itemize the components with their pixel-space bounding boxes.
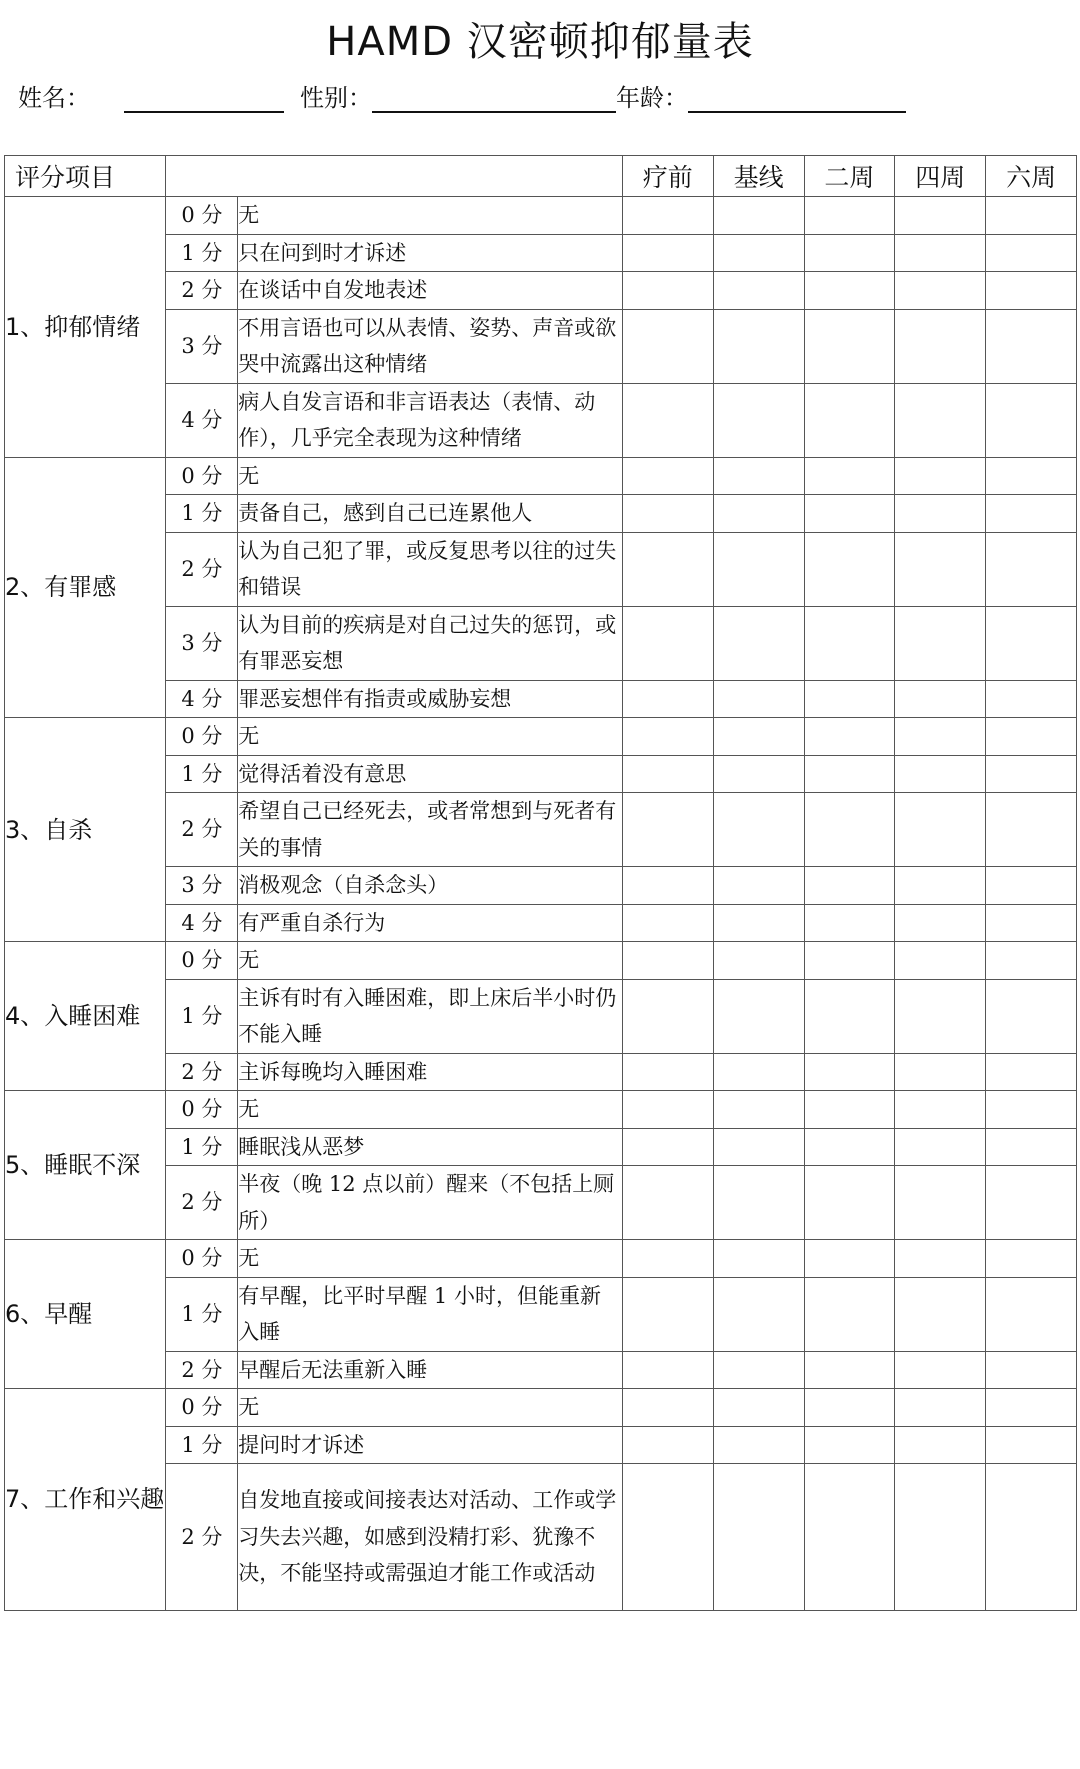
score-cell-week-4[interactable] <box>895 383 986 457</box>
table-row <box>5 383 1077 457</box>
age-field[interactable] <box>688 85 906 113</box>
score-label: 0 分 <box>166 1389 238 1427</box>
score-cell-baseline[interactable] <box>713 1389 804 1427</box>
score-label: 3 分 <box>166 867 238 905</box>
score-cell-week-2[interactable] <box>804 1426 895 1464</box>
table-row <box>5 457 1077 495</box>
score-cell-week-6[interactable] <box>986 979 1077 1053</box>
score-label: 1 分 <box>166 979 238 1053</box>
score-cell-week-4[interactable] <box>895 272 986 310</box>
score-cell-week-2[interactable] <box>804 1091 895 1129</box>
rating-table <box>4 155 1077 1611</box>
score-description: 消极观念（自杀念头） <box>238 867 623 905</box>
score-description: 主诉有时有入睡困难，即上床后半小时仍不能入睡 <box>238 979 623 1053</box>
score-label: 1 分 <box>166 234 238 272</box>
name-field[interactable] <box>124 85 284 113</box>
score-cell-week-6[interactable] <box>986 234 1077 272</box>
score-description: 主诉每晚均入睡困难 <box>238 1053 623 1091</box>
score-cell-week-4[interactable] <box>895 1166 986 1240</box>
score-cell-week-6[interactable] <box>986 309 1077 383</box>
item-name: 7、工作和兴趣 <box>5 1389 166 1611</box>
score-label: 0 分 <box>166 1240 238 1278</box>
table-row <box>5 234 1077 272</box>
score-cell-week-6[interactable] <box>986 1389 1077 1427</box>
score-cell-week-2[interactable] <box>804 680 895 718</box>
table-row <box>5 309 1077 383</box>
score-cell-baseline[interactable] <box>713 1166 804 1240</box>
score-cell-week-2[interactable] <box>804 383 895 457</box>
score-cell-pretreatment[interactable] <box>622 755 713 793</box>
score-description: 希望自己已经死去，或者常想到与死者有关的事情 <box>238 793 623 867</box>
score-label: 2 分 <box>166 1166 238 1240</box>
score-description: 有早醒，比平时早醒 1 小时，但能重新入睡 <box>238 1277 623 1351</box>
score-cell-baseline[interactable] <box>713 383 804 457</box>
score-cell-baseline[interactable] <box>713 680 804 718</box>
score-cell-week-2[interactable] <box>804 1128 895 1166</box>
item-name: 3、自杀 <box>5 718 166 942</box>
score-cell-week-6[interactable] <box>986 904 1077 942</box>
score-cell-week-4[interactable] <box>895 234 986 272</box>
sex-label: 性别： <box>300 84 372 112</box>
score-cell-baseline[interactable] <box>713 1464 804 1611</box>
score-cell-week-6[interactable] <box>986 718 1077 756</box>
score-cell-pretreatment[interactable] <box>622 1240 713 1278</box>
score-label: 2 分 <box>166 793 238 867</box>
score-cell-week-6[interactable] <box>986 197 1077 235</box>
score-cell-baseline[interactable] <box>713 309 804 383</box>
score-cell-pretreatment[interactable] <box>622 979 713 1053</box>
table-row <box>5 606 1077 680</box>
score-label: 2 分 <box>166 1053 238 1091</box>
score-cell-baseline[interactable] <box>713 197 804 235</box>
header-week-4: 四周 <box>895 156 986 197</box>
score-cell-week-4[interactable] <box>895 457 986 495</box>
table-row <box>5 495 1077 533</box>
score-label: 1 分 <box>166 1128 238 1166</box>
score-cell-baseline[interactable] <box>713 606 804 680</box>
score-cell-week-4[interactable] <box>895 1053 986 1091</box>
score-cell-pretreatment[interactable] <box>622 1277 713 1351</box>
score-cell-pretreatment[interactable] <box>622 942 713 980</box>
table-row <box>5 1389 1077 1427</box>
score-cell-pretreatment[interactable] <box>622 197 713 235</box>
score-cell-week-4[interactable] <box>895 793 986 867</box>
score-description: 无 <box>238 1240 623 1278</box>
score-description: 觉得活着没有意思 <box>238 755 623 793</box>
score-cell-week-4[interactable] <box>895 309 986 383</box>
table-row <box>5 1128 1077 1166</box>
score-cell-week-6[interactable] <box>986 457 1077 495</box>
score-description: 认为目前的疾病是对自己过失的惩罚，或有罪恶妄想 <box>238 606 623 680</box>
table-row <box>5 867 1077 905</box>
name-label: 姓名： <box>18 84 90 112</box>
score-label: 2 分 <box>166 1464 238 1611</box>
score-cell-baseline[interactable] <box>713 1128 804 1166</box>
score-cell-week-4[interactable] <box>895 1128 986 1166</box>
score-cell-baseline[interactable] <box>713 1277 804 1351</box>
score-cell-week-4[interactable] <box>895 1277 986 1351</box>
score-cell-week-6[interactable] <box>986 532 1077 606</box>
header-description <box>166 156 622 197</box>
score-cell-week-4[interactable] <box>895 718 986 756</box>
score-cell-baseline[interactable] <box>713 979 804 1053</box>
score-cell-week-4[interactable] <box>895 1091 986 1129</box>
score-cell-week-2[interactable] <box>804 1277 895 1351</box>
score-label: 0 分 <box>166 457 238 495</box>
score-cell-week-6[interactable] <box>986 680 1077 718</box>
score-cell-week-4[interactable] <box>895 942 986 980</box>
table-row <box>5 1166 1077 1240</box>
form-title: HAMD 汉密顿抑郁量表 <box>326 19 754 65</box>
table-row <box>5 1091 1077 1129</box>
score-cell-week-2[interactable] <box>804 234 895 272</box>
score-cell-week-4[interactable] <box>895 979 986 1053</box>
score-cell-week-2[interactable] <box>804 1464 895 1611</box>
score-cell-baseline[interactable] <box>713 532 804 606</box>
score-cell-baseline[interactable] <box>713 1426 804 1464</box>
score-cell-week-2[interactable] <box>804 495 895 533</box>
score-description: 只在问到时才诉述 <box>238 234 623 272</box>
score-cell-week-6[interactable] <box>986 793 1077 867</box>
score-description: 不用言语也可以从表情、姿势、声音或欲哭中流露出这种情绪 <box>238 309 623 383</box>
score-cell-week-2[interactable] <box>804 457 895 495</box>
score-cell-pretreatment[interactable] <box>622 680 713 718</box>
table-row <box>5 904 1077 942</box>
table-row <box>5 793 1077 867</box>
score-label: 0 分 <box>166 718 238 756</box>
score-label: 1 分 <box>166 495 238 533</box>
score-cell-baseline[interactable] <box>713 942 804 980</box>
score-description: 无 <box>238 1091 623 1129</box>
score-cell-week-6[interactable] <box>986 495 1077 533</box>
score-cell-week-4[interactable] <box>895 867 986 905</box>
score-description: 半夜（晚 12 点以前）醒来（不包括上厕所） <box>238 1166 623 1240</box>
table-row <box>5 197 1077 235</box>
table-row <box>5 755 1077 793</box>
score-cell-pretreatment[interactable] <box>622 309 713 383</box>
score-cell-week-6[interactable] <box>986 383 1077 457</box>
score-cell-week-2[interactable] <box>804 867 895 905</box>
score-label: 0 分 <box>166 197 238 235</box>
score-cell-week-6[interactable] <box>986 606 1077 680</box>
score-cell-pretreatment[interactable] <box>622 272 713 310</box>
score-cell-week-6[interactable] <box>986 867 1077 905</box>
header-item: 评分项目 <box>5 156 166 197</box>
score-description: 无 <box>238 1389 623 1427</box>
score-cell-baseline[interactable] <box>713 1351 804 1389</box>
score-cell-baseline[interactable] <box>713 904 804 942</box>
score-label: 1 分 <box>166 755 238 793</box>
score-cell-week-4[interactable] <box>895 1351 986 1389</box>
score-cell-week-2[interactable] <box>804 1053 895 1091</box>
score-cell-pretreatment[interactable] <box>622 1464 713 1611</box>
table-row <box>5 680 1077 718</box>
score-cell-pretreatment[interactable] <box>622 234 713 272</box>
header-pretreatment: 疗前 <box>622 156 713 197</box>
score-label: 0 分 <box>166 1091 238 1129</box>
score-label: 4 分 <box>166 680 238 718</box>
score-cell-pretreatment[interactable] <box>622 532 713 606</box>
score-cell-baseline[interactable] <box>713 272 804 310</box>
score-cell-baseline[interactable] <box>713 234 804 272</box>
score-cell-baseline[interactable] <box>713 867 804 905</box>
sex-field[interactable] <box>372 85 616 113</box>
score-cell-pretreatment[interactable] <box>622 1053 713 1091</box>
score-description: 责备自己，感到自己已连累他人 <box>238 495 623 533</box>
score-cell-week-2[interactable] <box>804 979 895 1053</box>
table-row <box>5 718 1077 756</box>
age-label: 年龄： <box>616 84 688 112</box>
score-description: 病人自发言语和非言语表达（表情、动作），几乎完全表现为这种情绪 <box>238 383 623 457</box>
score-cell-baseline[interactable] <box>713 495 804 533</box>
score-cell-week-4[interactable] <box>895 606 986 680</box>
score-cell-week-4[interactable] <box>895 532 986 606</box>
score-description: 提问时才诉述 <box>238 1426 623 1464</box>
score-label: 4 分 <box>166 383 238 457</box>
score-cell-week-2[interactable] <box>804 272 895 310</box>
score-description: 罪恶妄想伴有指责或威胁妄想 <box>238 680 623 718</box>
score-cell-week-2[interactable] <box>804 1166 895 1240</box>
item-name: 1、抑郁情绪 <box>5 197 166 458</box>
score-label: 1 分 <box>166 1277 238 1351</box>
score-cell-pretreatment[interactable] <box>622 457 713 495</box>
score-cell-week-6[interactable] <box>986 1240 1077 1278</box>
score-cell-week-6[interactable] <box>986 1166 1077 1240</box>
score-cell-baseline[interactable] <box>713 1091 804 1129</box>
score-cell-baseline[interactable] <box>713 1240 804 1278</box>
table-row <box>5 272 1077 310</box>
table-row <box>5 532 1077 606</box>
score-cell-pretreatment[interactable] <box>622 1091 713 1129</box>
table-row <box>5 1464 1077 1611</box>
score-cell-pretreatment[interactable] <box>622 1166 713 1240</box>
score-cell-week-4[interactable] <box>895 680 986 718</box>
header-week-2: 二周 <box>804 156 895 197</box>
score-cell-week-4[interactable] <box>895 904 986 942</box>
score-cell-week-2[interactable] <box>804 755 895 793</box>
table-row <box>5 979 1077 1053</box>
score-cell-baseline[interactable] <box>713 457 804 495</box>
score-description: 无 <box>238 457 623 495</box>
score-cell-week-6[interactable] <box>986 1464 1077 1611</box>
header-week-6: 六周 <box>986 156 1077 197</box>
score-description: 认为自己犯了罪，或反复思考以往的过失和错误 <box>238 532 623 606</box>
score-cell-pretreatment[interactable] <box>622 867 713 905</box>
score-cell-week-4[interactable] <box>895 755 986 793</box>
score-cell-baseline[interactable] <box>713 718 804 756</box>
score-description: 睡眠浅从恶梦 <box>238 1128 623 1166</box>
table-row <box>5 942 1077 980</box>
score-cell-week-2[interactable] <box>804 606 895 680</box>
score-cell-week-6[interactable] <box>986 272 1077 310</box>
score-label: 3 分 <box>166 606 238 680</box>
score-description: 自发地直接或间接表达对活动、工作或学习失去兴趣，如感到没精打彩、犹豫不决，不能坚持或需强迫才能工作或活动 <box>238 1464 623 1611</box>
score-label: 3 分 <box>166 309 238 383</box>
score-cell-week-2[interactable] <box>804 942 895 980</box>
score-cell-week-6[interactable] <box>986 1426 1077 1464</box>
score-cell-baseline[interactable] <box>713 755 804 793</box>
score-cell-week-4[interactable] <box>895 1240 986 1278</box>
score-label: 4 分 <box>166 904 238 942</box>
score-description: 无 <box>238 197 623 235</box>
score-cell-baseline[interactable] <box>713 1053 804 1091</box>
score-cell-week-6[interactable] <box>986 1351 1077 1389</box>
score-cell-week-6[interactable] <box>986 1128 1077 1166</box>
score-cell-week-6[interactable] <box>986 1091 1077 1129</box>
score-label: 0 分 <box>166 942 238 980</box>
table-row <box>5 1240 1077 1278</box>
score-cell-week-4[interactable] <box>895 1426 986 1464</box>
item-name: 6、早醒 <box>5 1240 166 1389</box>
score-cell-pretreatment[interactable] <box>622 606 713 680</box>
score-label: 1 分 <box>166 1426 238 1464</box>
item-name: 4、入睡困难 <box>5 942 166 1091</box>
score-cell-pretreatment[interactable] <box>622 1351 713 1389</box>
score-cell-pretreatment[interactable] <box>622 904 713 942</box>
score-cell-week-6[interactable] <box>986 755 1077 793</box>
score-cell-week-2[interactable] <box>804 793 895 867</box>
item-name: 2、有罪感 <box>5 457 166 718</box>
score-description: 有严重自杀行为 <box>238 904 623 942</box>
score-cell-week-6[interactable] <box>986 942 1077 980</box>
score-cell-week-2[interactable] <box>804 718 895 756</box>
score-cell-week-2[interactable] <box>804 1389 895 1427</box>
score-description: 在谈话中自发地表述 <box>238 272 623 310</box>
score-cell-pretreatment[interactable] <box>622 383 713 457</box>
score-cell-pretreatment[interactable] <box>622 1426 713 1464</box>
table-row <box>5 1426 1077 1464</box>
score-label: 2 分 <box>166 272 238 310</box>
table-row <box>5 1351 1077 1389</box>
score-cell-week-4[interactable] <box>895 1389 986 1427</box>
score-description: 无 <box>238 718 623 756</box>
score-cell-week-4[interactable] <box>895 1464 986 1611</box>
score-cell-pretreatment[interactable] <box>622 718 713 756</box>
score-cell-week-2[interactable] <box>804 309 895 383</box>
score-cell-week-2[interactable] <box>804 197 895 235</box>
score-cell-week-2[interactable] <box>804 1351 895 1389</box>
patient-info-row <box>18 78 906 113</box>
score-cell-pretreatment[interactable] <box>622 793 713 867</box>
score-cell-week-2[interactable] <box>804 1240 895 1278</box>
table-row <box>5 1053 1077 1091</box>
score-label: 2 分 <box>166 1351 238 1389</box>
score-cell-week-4[interactable] <box>895 197 986 235</box>
score-cell-week-2[interactable] <box>804 532 895 606</box>
score-cell-pretreatment[interactable] <box>622 495 713 533</box>
item-name: 5、睡眠不深 <box>5 1091 166 1240</box>
score-description: 无 <box>238 942 623 980</box>
score-cell-week-6[interactable] <box>986 1053 1077 1091</box>
score-cell-pretreatment[interactable] <box>622 1389 713 1427</box>
score-cell-baseline[interactable] <box>713 793 804 867</box>
score-cell-week-2[interactable] <box>804 904 895 942</box>
score-cell-week-6[interactable] <box>986 1277 1077 1351</box>
table-row <box>5 1277 1077 1351</box>
score-description: 早醒后无法重新入睡 <box>238 1351 623 1389</box>
table-header-row <box>5 156 1077 197</box>
score-cell-week-4[interactable] <box>895 495 986 533</box>
header-baseline: 基线 <box>713 156 804 197</box>
score-cell-pretreatment[interactable] <box>622 1128 713 1166</box>
score-label: 2 分 <box>166 532 238 606</box>
